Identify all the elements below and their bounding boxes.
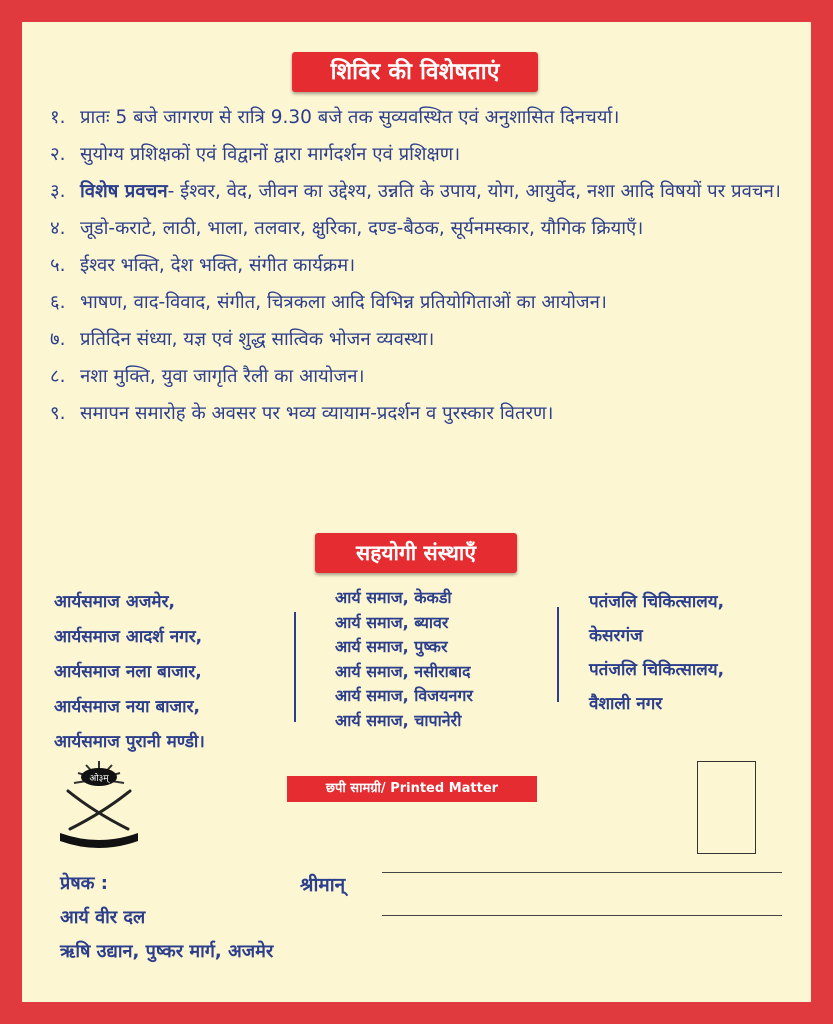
- feature-heading: विशेष प्रवचन: [80, 181, 168, 202]
- supporter-item: आर्यसमाज नला बाजार,: [54, 662, 202, 682]
- supporter-item: आर्य समाज, विजयनगर: [335, 686, 473, 705]
- logo-om-text: ओ३म्: [89, 774, 109, 784]
- feature-text: जूडो-कराटे, लाठी, भाला, तलवार, क्षुरिका, दण्ड-बैठक, सूर्यनमस्कार, यौगिक क्रियाएँ।: [80, 218, 644, 239]
- supporter-item: आर्य समाज, पुष्कर: [335, 637, 448, 656]
- stamp-box: [697, 761, 756, 854]
- feature-number: ३.: [50, 181, 66, 202]
- recipient-label: श्रीमान्: [300, 874, 346, 896]
- supporters-column-1: [54, 585, 205, 760]
- supporter-item: आर्य समाज, चापानेरी: [335, 710, 462, 730]
- feature-item-4: [50, 215, 790, 243]
- feature-text: ईश्वर भक्ति, देश भक्ति, संगीत कार्यक्रम।: [80, 255, 356, 276]
- supporter-item: आर्यसमाज पुरानी मण्डी।: [54, 732, 205, 752]
- supporters-title: सहयोगी संस्थाएँ: [315, 533, 517, 573]
- feature-number: ७.: [50, 329, 66, 350]
- sender-block: [60, 867, 273, 969]
- crossed-swords-icon: [68, 791, 130, 829]
- supporter-item: वैशाली नगर: [589, 694, 663, 714]
- feature-text: प्रतिदिन संध्या, यज्ञ एवं शुद्ध सात्विक भोजन व्यवस्था।: [80, 329, 435, 350]
- feature-text: समापन समारोह के अवसर पर भव्य व्यायाम-प्रदर्शन व पुरस्कार वितरण।: [80, 403, 554, 424]
- feature-item-6: [50, 289, 790, 317]
- sender-address: ऋषि उद्यान, पुष्कर मार्ग, अजमेर: [60, 941, 274, 962]
- address-line: [382, 915, 782, 916]
- feature-number: २.: [50, 144, 66, 165]
- postcard: [22, 22, 811, 1002]
- feature-number: ४.: [50, 218, 66, 239]
- sender-label: प्रेषक :: [60, 873, 108, 894]
- feature-item-3: [50, 178, 790, 206]
- printed-matter-label: छपी सामग्री/ Printed Matter: [287, 776, 537, 802]
- feature-number: ९.: [50, 403, 66, 424]
- feature-text: सुयोग्य प्रशिक्षकों एवं विद्वानों द्वारा मार्गदर्शन एवं प्रशिक्षण।: [80, 144, 461, 165]
- feature-text: नशा मुक्ति, युवा जागृति रैली का आयोजन।: [80, 366, 365, 387]
- supporters-column-3: [589, 585, 724, 721]
- supporter-item: आर्य समाज, ब्यावर: [335, 612, 449, 632]
- arya-veer-dal-logo: [54, 757, 144, 853]
- supporter-item: केसरगंज: [589, 626, 643, 646]
- feature-number: १.: [50, 107, 66, 128]
- features-list: [50, 104, 790, 437]
- features-title: शिविर की विशेषताएं: [292, 52, 538, 92]
- supporter-item: पतंजलि चिकित्सालय,: [589, 660, 725, 680]
- feature-item-5: [50, 252, 790, 280]
- feature-item-2: [50, 141, 790, 169]
- feature-item-7: [50, 326, 790, 354]
- column-divider: [294, 612, 296, 722]
- address-line: [382, 872, 782, 873]
- supporter-item: आर्यसमाज अजमेर,: [54, 592, 176, 612]
- supporter-item: आर्यसमाज आदर्श नगर,: [54, 627, 203, 647]
- feature-number: ५.: [50, 255, 66, 276]
- feature-number: ६.: [50, 292, 66, 313]
- feature-item-9: [50, 400, 790, 428]
- feature-text: - ईश्वर, वेद, जीवन का उद्देश्य, उन्नति के उपाय, योग, आयुर्वेद, नशा आदि विषयों पर प्रवचन।: [167, 181, 781, 202]
- feature-number: ८.: [50, 366, 66, 387]
- supporter-item: आर्य समाज, नसीराबाद: [335, 661, 471, 681]
- sender-name: आर्य वीर दल: [60, 907, 146, 928]
- supporter-item: पतंजलि चिकित्सालय,: [589, 592, 725, 612]
- supporter-item: आर्य समाज, केकडी: [335, 588, 452, 607]
- feature-text: भाषण, वाद-विवाद, संगीत, चित्रकला आदि विभिन्न प्रतियोगिताओं का आयोजन।: [80, 292, 607, 313]
- supporters-column-2: [335, 586, 473, 733]
- column-divider: [557, 607, 559, 702]
- feature-text: प्रातः 5 बजे जागरण से रात्रि 9.30 बजे तक सुव्यवस्थित एवं अनुशासित दिनचर्या।: [80, 107, 620, 128]
- supporter-item: आर्यसमाज नया बाजार,: [54, 697, 200, 717]
- feature-item-1: [50, 104, 790, 132]
- feature-item-8: [50, 363, 790, 391]
